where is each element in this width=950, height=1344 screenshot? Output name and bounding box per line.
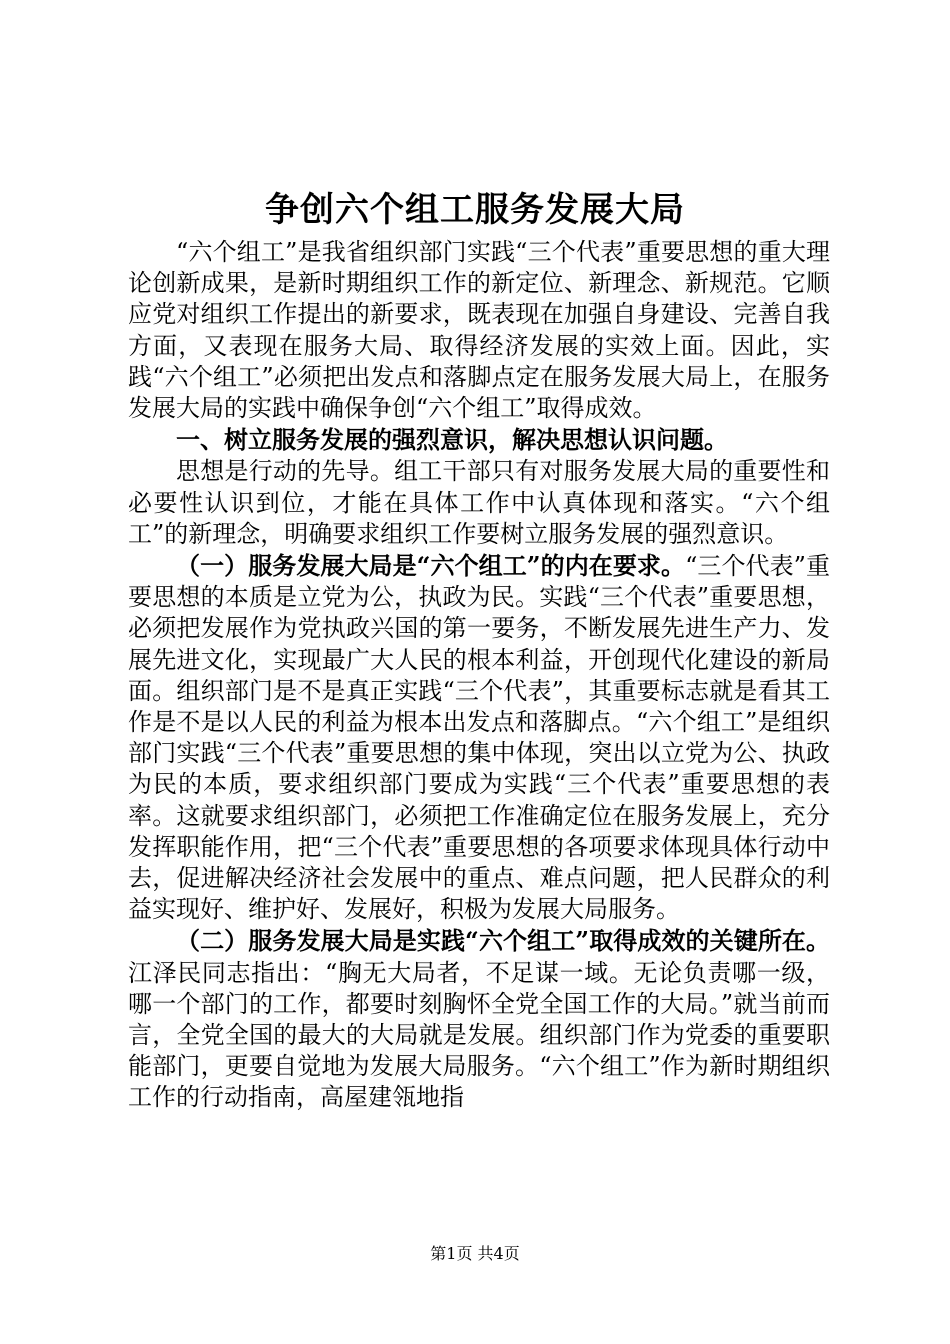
document-title: 争创六个组工服务发展大局	[265, 190, 685, 230]
paragraph-text: 江泽民同志指出：“胸无大局者，不足谋一域。无论负责哪一级，哪一个部门的工作，都要时刻胸怀全党全国工作的大局。”就当前而言，全党全国的最大的大局就是发展。组织部门作为党委的重要职能部门，更要自觉地为发展大局服务。“六个组工”作为新时期组织工作的行动指南，高屋建瓴地指	[128, 958, 830, 1112]
paragraph	[128, 236, 830, 424]
section-heading: 一、树立服务发展的强烈意识，解决思想认识问题。	[176, 425, 728, 455]
paragraph	[128, 550, 830, 925]
page-footer: 第1页 共4页	[430, 1244, 520, 1263]
document-body	[128, 236, 830, 1114]
paragraph-lead: （一）服务发展大局是“六个组工”的内在要求。	[176, 551, 686, 581]
paragraph-text: “六个组工”是我省组织部门实践“三个代表”重要思想的重大理论创新成果，是新时期组织工作的新定位、新理念、新规范。它顺应党对组织工作提出的新要求，既表现在加强自身建设、完善自我方面，又表现在服务大局、取得经济发展的实效上面。因此，实践“六个组工”必须把出发点和落脚点定在服务发展大局上，在服务发展大局的实践中确保争创“六个组工”取得成效。	[128, 238, 830, 423]
paragraph	[128, 925, 830, 1113]
paragraph-text: “三个代表”重要思想的本质是立党为公，执政为民。实践“三个代表”重要思想，必须把发展作为党执政兴国的第一要务，不断发展先进生产力、发展先进文化，实现最广大人民的根本利益，开创现代化建设的新局面。组织部门是不是真正实践“三个代表”，其重要标志就是看其工作是不是以人民的利益为根本出发点和落脚点。“六个组工”是组织部门实践“三个代表”重要思想的集中体现，突出以立党为公、执政为民的本质，要求组织部门要成为实践“三个代表”重要思想的表率。这就要求组织部门，必须把工作准确定位在服务发展上，充分发挥职能作用，把“三个代表”重要思想的各项要求体现具体行动中去，促进解决经济社会发展中的重点、难点问题，把人民群众的利益实现好、维护好、发展好，积极为发展大局服务。	[128, 552, 830, 924]
paragraph-lead: （二）服务发展大局是实践“六个组工”取得成效的关键所在。	[176, 926, 830, 956]
paragraph-text: 思想是行动的先导。组工干部只有对服务发展大局的重要性和必要性认识到位，才能在具体工作中认真体现和落实。“六个组工”的新理念，明确要求组织工作要树立服务发展的强烈意识。	[128, 457, 830, 548]
paragraph	[128, 455, 830, 550]
